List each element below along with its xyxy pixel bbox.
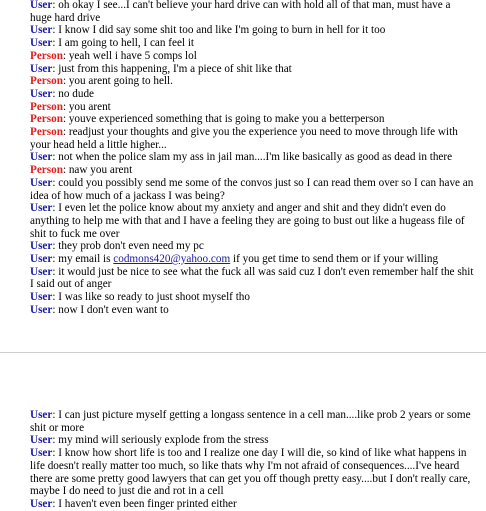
message-text: : readjust your thoughts and give you the experience you need to move through life with your head held a little higher... [30,126,458,151]
message-text: : they prob don't even need my pc [52,240,204,253]
message-text: : could you possibly send me some of the convos just so I can read them over so I can have an idea of how much of a jackass I was being? [30,176,474,202]
chat-message [30,50,474,63]
chat-message [30,37,474,50]
message-text: : naw you arent [62,164,133,177]
speaker-label: User [30,253,53,266]
speaker-label: User [30,0,53,11]
message-text: : my mind will seriously explode from the stress [52,434,269,447]
message-text: : you arent going to hell. [62,75,173,88]
speaker-label: User [30,447,53,460]
message-text: : now I don't even want to [52,303,169,316]
speaker-label: Person [30,100,63,113]
speaker-label: User [30,202,53,215]
message-text: : my email is [52,253,114,266]
chat-message [30,63,474,76]
message-text: : I am going to hell, I can feel it [52,37,195,50]
message-text: : I haven't even been finger printed either [52,497,237,510]
speaker-label: User [30,497,53,510]
speaker-label: User [30,303,53,316]
chat-message [30,253,474,266]
speaker-label: User [30,291,53,304]
speaker-label: User [30,434,53,447]
message-text: : just from this happening, I'm a piece of shit like that [52,62,292,75]
chat-transcript-page-2 [30,409,474,511]
speaker-label: User [30,240,53,253]
message-text: : yeah well i have 5 comps lol [62,49,197,62]
chat-message [30,177,474,202]
chat-message [30,447,474,498]
chat-message [30,113,474,126]
speaker-label: User [30,265,53,278]
chat-message [30,88,474,101]
speaker-label: User [30,151,53,164]
message-text: : I was like so ready to just shoot myself tho [52,291,250,304]
speaker-label: User [30,87,53,100]
chat-message [30,151,474,164]
speaker-label: Person [30,126,63,139]
message-text: : I know how short life is too and I realize one day I will die, so kind of like what happens in life doesn't really matter too much, so like thats why I'm not afraid of consequences....I've heard there are some pretty good lawyers that can get you off though pretty easy....but I don't really care, maybe I do need to just die and rot in a cell [30,447,471,498]
chat-message [30,164,474,177]
speaker-label: Person [30,113,63,126]
chat-message [30,101,474,114]
speaker-label: Person [30,49,63,62]
chat-message [30,240,474,253]
speaker-label: User [30,37,53,50]
chat-message [30,75,474,88]
message-text: : it would just be nice to see what the fuck all was said cuz I don't even remember half the shit I said out of anger [30,265,474,291]
chat-message [30,0,474,24]
chat-message [30,409,474,434]
speaker-label: User [30,62,53,75]
chat-message [30,304,474,317]
speaker-label: User [30,24,53,37]
speaker-label: Person [30,164,63,177]
chat-message [30,291,474,304]
chat-message [30,266,474,291]
chat-message [30,24,474,37]
message-text-continued: if you get time to send them or if your willing [230,253,439,266]
message-text: : oh okay I see...I can't believe your hard drive can with hold all of that man, must have a huge hard drive [30,0,451,24]
message-text: : no dude [52,87,95,100]
chat-message [30,434,474,447]
chat-transcript-page-1 [30,0,474,317]
message-text: : youve experienced something that is going to make you a betterperson [62,113,385,126]
message-text: : not when the police slam my ass in jail man....I'm like basically as good as dead in there [52,151,453,164]
speaker-label: Person [30,75,63,88]
document-page-2 [0,353,486,510]
chat-message [30,202,474,240]
chat-message [30,126,474,151]
speaker-label: User [30,176,53,189]
email-link[interactable]: codmons420@yahoo.com [113,253,231,266]
message-text: : you arent [62,100,111,113]
message-text: : I know I did say some shit too and like I'm going to burn in hell for it too [52,24,386,37]
message-text: : I can just picture myself getting a longass sentence in a cell man....like prob 2 years or some shit or more [30,409,471,434]
speaker-label: User [30,409,53,421]
message-text: : I even let the police know about my anxiety and anger and shit and they didn't even do anything to help me with that and I have a feeling they are going to bust out like a hugeass file of shit to fuck me over [30,202,465,240]
